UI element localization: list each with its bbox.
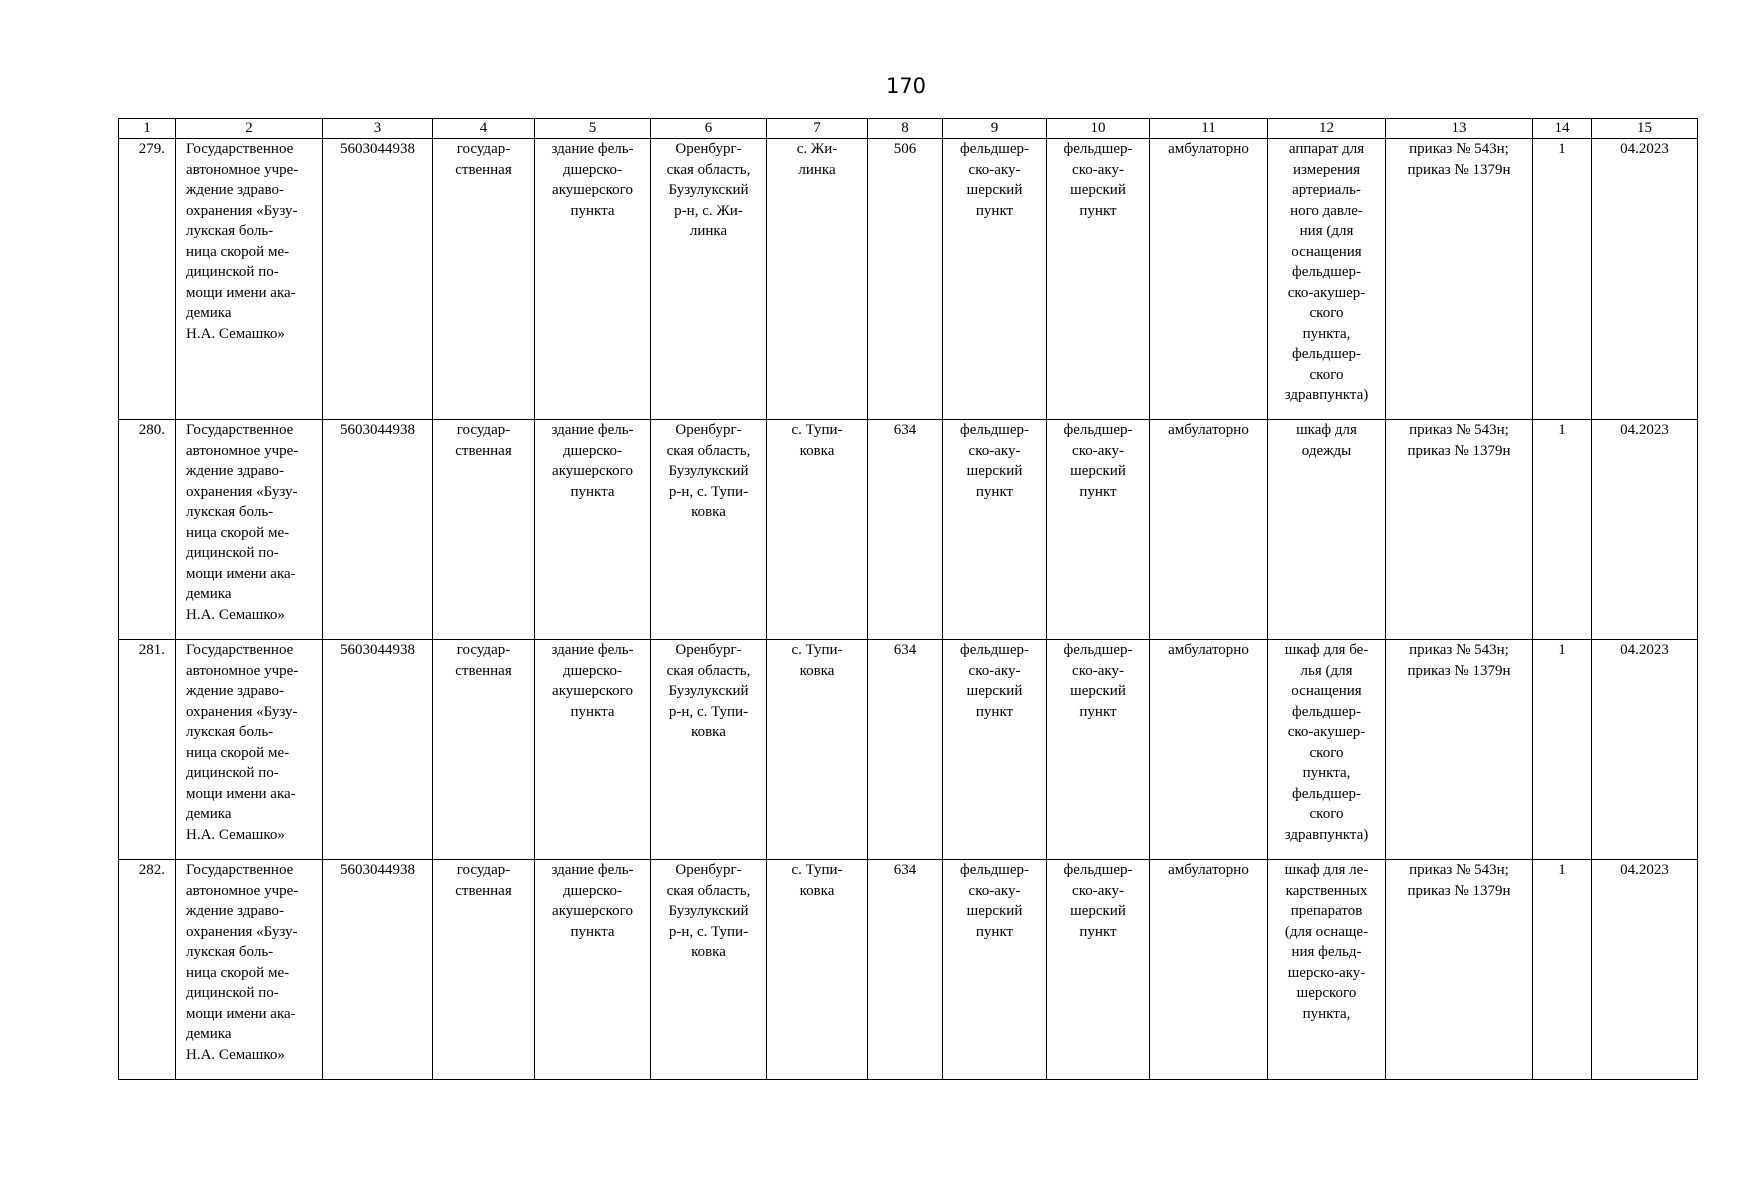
- organization-name: Государственное автономное учре- ждение здраво- охранения «Бузу- лукская боль- ница скорой ме- дицинской по- мощи имени ака- демика Н.А. Семашко»: [176, 139, 323, 420]
- settlement: с. Жи- линка: [767, 139, 868, 420]
- equipment: аппарат для измерения артериаль- ного давле- ния (для оснащения фельдшер- ско-акушер- ского пункта, фельдшер- ского здравпункта): [1268, 139, 1386, 420]
- population: 634: [868, 640, 943, 860]
- ownership-form: государ- ственная: [433, 860, 535, 1080]
- order-reference: приказ № 543н; приказ № 1379н: [1386, 860, 1533, 1080]
- column-header: 7: [767, 119, 868, 139]
- facility-type: фельдшер- ско-аку- шерский пункт: [943, 139, 1047, 420]
- column-header: 6: [651, 119, 767, 139]
- table-row: [119, 420, 1698, 640]
- quantity: 1: [1533, 139, 1592, 420]
- register-table: [118, 118, 1698, 1080]
- organization-name: Государственное автономное учре- ждение здраво- охранения «Бузу- лукская боль- ница скорой ме- дицинской по- мощи имени ака- демика Н.А. Семашко»: [176, 860, 323, 1080]
- order-reference: приказ № 543н; приказ № 1379н: [1386, 640, 1533, 860]
- facility-name: фельдшер- ско-аку- шерский пункт: [1047, 860, 1150, 1080]
- row-number: 282.: [119, 860, 176, 1080]
- date: 04.2023: [1592, 860, 1698, 1080]
- building: здание фель- дшерско- акушерского пункта: [535, 139, 651, 420]
- column-header: 11: [1150, 119, 1268, 139]
- ownership-form: государ- ственная: [433, 640, 535, 860]
- care-form: амбулаторно: [1150, 420, 1268, 640]
- equipment: шкаф для одежды: [1268, 420, 1386, 640]
- column-header: 12: [1268, 119, 1386, 139]
- date: 04.2023: [1592, 420, 1698, 640]
- column-header: 13: [1386, 119, 1533, 139]
- care-form: амбулаторно: [1150, 860, 1268, 1080]
- row-number: 280.: [119, 420, 176, 640]
- address: Оренбург- ская область, Бузулукский р-н, с. Жи- линка: [651, 139, 767, 420]
- equipment: шкаф для ле- карственных препаратов (для оснаще- ния фельд- шерско-аку- шерского пункта,: [1268, 860, 1386, 1080]
- population: 506: [868, 139, 943, 420]
- inn: 5603044938: [323, 139, 433, 420]
- facility-type: фельдшер- ско-аку- шерский пункт: [943, 640, 1047, 860]
- quantity: 1: [1533, 640, 1592, 860]
- order-reference: приказ № 543н; приказ № 1379н: [1386, 139, 1533, 420]
- column-header: 9: [943, 119, 1047, 139]
- inn: 5603044938: [323, 420, 433, 640]
- address: Оренбург- ская область, Бузулукский р-н, с. Тупи- ковка: [651, 860, 767, 1080]
- column-header: 4: [433, 119, 535, 139]
- column-header: 15: [1592, 119, 1698, 139]
- population: 634: [868, 860, 943, 1080]
- address: Оренбург- ская область, Бузулукский р-н, с. Тупи- ковка: [651, 640, 767, 860]
- facility-type: фельдшер- ско-аку- шерский пункт: [943, 420, 1047, 640]
- row-number: 281.: [119, 640, 176, 860]
- column-header: 8: [868, 119, 943, 139]
- settlement: с. Тупи- ковка: [767, 420, 868, 640]
- column-number-row: [119, 119, 1698, 139]
- care-form: амбулаторно: [1150, 139, 1268, 420]
- care-form: амбулаторно: [1150, 640, 1268, 860]
- ownership-form: государ- ственная: [433, 420, 535, 640]
- table-row: [119, 139, 1698, 420]
- date: 04.2023: [1592, 640, 1698, 860]
- building: здание фель- дшерско- акушерского пункта: [535, 420, 651, 640]
- facility-name: фельдшер- ско-аку- шерский пункт: [1047, 139, 1150, 420]
- population: 634: [868, 420, 943, 640]
- inn: 5603044938: [323, 860, 433, 1080]
- order-reference: приказ № 543н; приказ № 1379н: [1386, 420, 1533, 640]
- column-header: 1: [119, 119, 176, 139]
- facility-name: фельдшер- ско-аку- шерский пункт: [1047, 420, 1150, 640]
- ownership-form: государ- ственная: [433, 139, 535, 420]
- column-header: 14: [1533, 119, 1592, 139]
- building: здание фель- дшерско- акушерского пункта: [535, 640, 651, 860]
- organization-name: Государственное автономное учре- ждение здраво- охранения «Бузу- лукская боль- ница скорой ме- дицинской по- мощи имени ака- демика Н.А. Семашко»: [176, 640, 323, 860]
- quantity: 1: [1533, 420, 1592, 640]
- settlement: с. Тупи- ковка: [767, 860, 868, 1080]
- date: 04.2023: [1592, 139, 1698, 420]
- column-header: 3: [323, 119, 433, 139]
- column-header: 5: [535, 119, 651, 139]
- inn: 5603044938: [323, 640, 433, 860]
- address: Оренбург- ская область, Бузулукский р-н, с. Тупи- ковка: [651, 420, 767, 640]
- equipment: шкаф для бе- лья (для оснащения фельдшер- ско-акушер- ского пункта, фельдшер- ского здравпункта): [1268, 640, 1386, 860]
- building: здание фель- дшерско- акушерского пункта: [535, 860, 651, 1080]
- facility-type: фельдшер- ско-аку- шерский пункт: [943, 860, 1047, 1080]
- column-header: 2: [176, 119, 323, 139]
- row-number: 279.: [119, 139, 176, 420]
- table-row: [119, 860, 1698, 1080]
- page-number: 170: [885, 74, 927, 98]
- organization-name: Государственное автономное учре- ждение здраво- охранения «Бузу- лукская боль- ница скорой ме- дицинской по- мощи имени ака- демика Н.А. Семашко»: [176, 420, 323, 640]
- facility-name: фельдшер- ско-аку- шерский пункт: [1047, 640, 1150, 860]
- table-row: [119, 640, 1698, 860]
- quantity: 1: [1533, 860, 1592, 1080]
- settlement: с. Тупи- ковка: [767, 640, 868, 860]
- column-header: 10: [1047, 119, 1150, 139]
